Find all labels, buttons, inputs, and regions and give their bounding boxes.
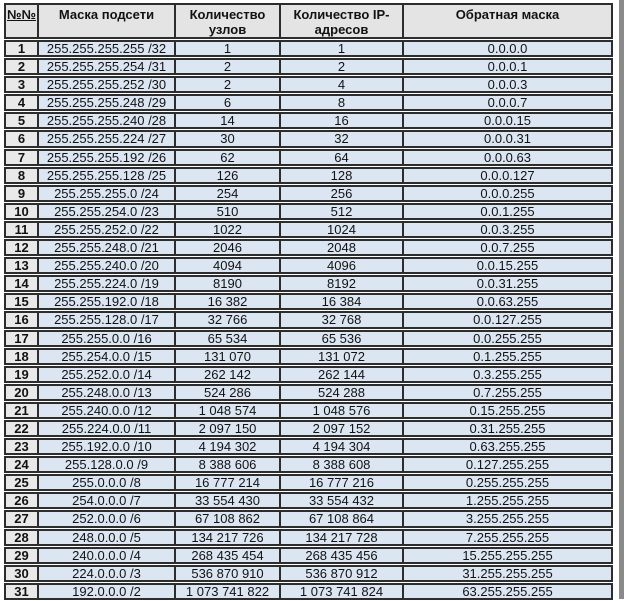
cell-wildcard: 0.0.1.255 [404,203,613,220]
cell-ips: 131 072 [281,348,404,365]
table-row [4,420,613,437]
cell-mask: 255.255.192.0 /18 [39,293,176,310]
cell-mask: 255.255.255.128 /25 [39,167,176,184]
cell-hosts: 1022 [176,221,281,238]
cell-ips: 64 [281,149,404,166]
table-row [4,565,613,582]
cell-wildcard: 3.255.255.255 [404,510,613,527]
subnet-table-body [4,40,613,600]
table-row [4,149,613,166]
cell-mask: 255.254.0.0 /15 [39,348,176,365]
cell-mask: 255.255.255.254 /31 [39,58,176,75]
cell-ips: 16 384 [281,293,404,310]
cell-hosts: 6 [176,94,281,111]
cell-num: 13 [4,257,39,274]
cell-hosts: 268 435 454 [176,547,281,564]
cell-wildcard: 7.255.255.255 [404,529,613,546]
col-header-ip-count [281,3,404,39]
table-row [4,112,613,129]
cell-hosts: 536 870 910 [176,565,281,582]
cell-wildcard: 0.0.3.255 [404,221,613,238]
cell-num: 19 [4,366,39,383]
screen-right-edge-strip [619,0,624,599]
cell-hosts: 510 [176,203,281,220]
table-row [4,257,613,274]
cell-ips: 4 [281,76,404,93]
col-header-ip-count-label: Количество IP-адресов [293,7,390,37]
cell-num: 3 [4,76,39,93]
cell-ips: 67 108 864 [281,510,404,527]
table-row [4,311,613,328]
table-header [4,3,613,39]
cell-wildcard: 0.0.0.127 [404,167,613,184]
table-row [4,547,613,564]
table-row [4,185,613,202]
cell-mask: 255.255.255.248 /29 [39,94,176,111]
cell-ips: 256 [281,185,404,202]
table-row [4,76,613,93]
cell-wildcard: 0.255.255.255 [404,474,613,491]
cell-hosts: 524 286 [176,384,281,401]
cell-wildcard: 0.1.255.255 [404,348,613,365]
table-row [4,402,613,419]
cell-wildcard: 15.255.255.255 [404,547,613,564]
cell-num: 12 [4,239,39,256]
cell-mask: 255.240.0.0 /12 [39,402,176,419]
cell-hosts: 65 534 [176,330,281,347]
cell-wildcard: 0.0.0.31 [404,130,613,147]
col-header-wildcard-mask [404,3,613,39]
cell-wildcard: 0.0.0.15 [404,112,613,129]
cell-hosts: 254 [176,185,281,202]
cell-ips: 134 217 728 [281,529,404,546]
cell-wildcard: 0.0.0.7 [404,94,613,111]
table-row [4,366,613,383]
cell-ips: 268 435 456 [281,547,404,564]
cell-mask: 240.0.0.0 /4 [39,547,176,564]
cell-mask: 255.255.255.0 /24 [39,185,176,202]
cell-num: 6 [4,130,39,147]
cell-hosts: 8 388 606 [176,456,281,473]
cell-mask: 254.0.0.0 /7 [39,492,176,509]
table-row [4,384,613,401]
cell-ips: 262 144 [281,366,404,383]
cell-wildcard: 1.255.255.255 [404,492,613,509]
cell-ips: 2 097 152 [281,420,404,437]
cell-mask: 255.0.0.0 /8 [39,474,176,491]
cell-wildcard: 0.0.31.255 [404,275,613,292]
cell-hosts: 2 097 150 [176,420,281,437]
cell-ips: 2048 [281,239,404,256]
cell-mask: 252.0.0.0 /6 [39,510,176,527]
table-row [4,330,613,347]
subnet-mask-table-container [4,2,613,601]
table-row [4,203,613,220]
cell-ips: 1024 [281,221,404,238]
cell-num: 11 [4,221,39,238]
cell-ips: 8192 [281,275,404,292]
cell-hosts: 16 777 214 [176,474,281,491]
cell-num: 2 [4,58,39,75]
cell-num: 31 [4,583,39,600]
cell-num: 1 [4,40,39,57]
cell-ips: 128 [281,167,404,184]
col-header-host-count [176,3,281,39]
cell-ips: 8 388 608 [281,456,404,473]
cell-hosts: 2046 [176,239,281,256]
cell-ips: 524 288 [281,384,404,401]
cell-mask: 248.0.0.0 /5 [39,529,176,546]
cell-mask: 255.252.0.0 /14 [39,366,176,383]
table-row [4,348,613,365]
cell-mask: 255.128.0.0 /9 [39,456,176,473]
cell-ips: 32 [281,130,404,147]
cell-wildcard: 0.31.255.255 [404,420,613,437]
cell-num: 5 [4,112,39,129]
cell-ips: 512 [281,203,404,220]
cell-hosts: 131 070 [176,348,281,365]
cell-wildcard: 0.0.0.3 [404,76,613,93]
cell-hosts: 67 108 862 [176,510,281,527]
table-row [4,583,613,600]
col-header-number [4,3,39,39]
cell-num: 30 [4,565,39,582]
cell-mask: 255.248.0.0 /13 [39,384,176,401]
table-row [4,221,613,238]
cell-num: 14 [4,275,39,292]
cell-ips: 2 [281,58,404,75]
cell-wildcard: 0.15.255.255 [404,402,613,419]
cell-wildcard: 0.0.0.0 [404,40,613,57]
cell-num: 23 [4,438,39,455]
cell-wildcard: 63.255.255.255 [404,583,613,600]
cell-ips: 8 [281,94,404,111]
cell-wildcard: 0.127.255.255 [404,456,613,473]
col-header-subnet-mask [39,3,176,39]
table-row [4,275,613,292]
cell-num: 16 [4,311,39,328]
cell-wildcard: 0.0.0.63 [404,149,613,166]
cell-hosts: 4094 [176,257,281,274]
cell-mask: 224.0.0.0 /3 [39,565,176,582]
table-row [4,167,613,184]
cell-hosts: 262 142 [176,366,281,383]
cell-num: 27 [4,510,39,527]
cell-wildcard: 0.0.15.255 [404,257,613,274]
cell-num: 21 [4,402,39,419]
cell-mask: 255.255.255.252 /30 [39,76,176,93]
cell-mask: 255.255.248.0 /21 [39,239,176,256]
table-row [4,293,613,310]
cell-mask: 255.255.255.255 /32 [39,40,176,57]
cell-hosts: 30 [176,130,281,147]
cell-ips: 65 536 [281,330,404,347]
cell-mask: 255.255.255.224 /27 [39,130,176,147]
cell-hosts: 8190 [176,275,281,292]
table-row [4,58,613,75]
cell-ips: 1 073 741 824 [281,583,404,600]
cell-hosts: 4 194 302 [176,438,281,455]
col-header-host-count-label: Количество узлов [189,7,266,37]
cell-ips: 4 194 304 [281,438,404,455]
cell-num: 9 [4,185,39,202]
cell-wildcard: 0.0.127.255 [404,311,613,328]
table-row [4,492,613,509]
cell-wildcard: 0.7.255.255 [404,384,613,401]
cell-num: 17 [4,330,39,347]
cell-wildcard: 0.63.255.255 [404,438,613,455]
cell-mask: 255.255.128.0 /17 [39,311,176,328]
table-row [4,474,613,491]
cell-ips: 536 870 912 [281,565,404,582]
cell-ips: 4096 [281,257,404,274]
cell-hosts: 2 [176,58,281,75]
table-row [4,40,613,57]
cell-num: 7 [4,149,39,166]
table-row [4,529,613,546]
cell-ips: 33 554 432 [281,492,404,509]
cell-mask: 255.255.254.0 /23 [39,203,176,220]
cell-ips: 1 048 576 [281,402,404,419]
cell-hosts: 32 766 [176,311,281,328]
cell-hosts: 1 [176,40,281,57]
cell-ips: 16 777 216 [281,474,404,491]
table-row [4,510,613,527]
cell-mask: 255.224.0.0 /11 [39,420,176,437]
cell-hosts: 33 554 430 [176,492,281,509]
cell-mask: 192.0.0.0 /2 [39,583,176,600]
cell-num: 10 [4,203,39,220]
cell-hosts: 1 048 574 [176,402,281,419]
table-row [4,94,613,111]
cell-hosts: 16 382 [176,293,281,310]
col-header-number-label: №№ [7,7,36,22]
cell-num: 25 [4,474,39,491]
cell-mask: 255.255.224.0 /19 [39,275,176,292]
cell-num: 29 [4,547,39,564]
cell-num: 26 [4,492,39,509]
cell-num: 28 [4,529,39,546]
cell-num: 4 [4,94,39,111]
cell-num: 20 [4,384,39,401]
cell-hosts: 126 [176,167,281,184]
table-row [4,239,613,256]
cell-wildcard: 0.0.0.1 [404,58,613,75]
cell-hosts: 62 [176,149,281,166]
cell-wildcard: 0.0.7.255 [404,239,613,256]
cell-num: 15 [4,293,39,310]
cell-wildcard: 0.0.63.255 [404,293,613,310]
cell-num: 8 [4,167,39,184]
cell-num: 18 [4,348,39,365]
cell-mask: 255.255.0.0 /16 [39,330,176,347]
cell-mask: 255.255.255.240 /28 [39,112,176,129]
col-header-subnet-mask-label: Маска подсети [58,7,155,22]
cell-mask: 255.192.0.0 /10 [39,438,176,455]
header-row [4,3,613,39]
table-row [4,438,613,455]
cell-wildcard: 0.0.255.255 [404,330,613,347]
cell-wildcard: 0.0.0.255 [404,185,613,202]
cell-num: 24 [4,456,39,473]
cell-wildcard: 31.255.255.255 [404,565,613,582]
col-header-wildcard-mask-label: Обратная маска [455,7,560,22]
cell-ips: 1 [281,40,404,57]
cell-mask: 255.255.252.0 /22 [39,221,176,238]
cell-num: 22 [4,420,39,437]
cell-ips: 16 [281,112,404,129]
table-row [4,456,613,473]
cell-hosts: 2 [176,76,281,93]
cell-hosts: 1 073 741 822 [176,583,281,600]
subnet-mask-table [4,2,613,601]
table-row [4,130,613,147]
cell-hosts: 134 217 726 [176,529,281,546]
cell-ips: 32 768 [281,311,404,328]
cell-mask: 255.255.255.192 /26 [39,149,176,166]
cell-hosts: 14 [176,112,281,129]
cell-wildcard: 0.3.255.255 [404,366,613,383]
cell-mask: 255.255.240.0 /20 [39,257,176,274]
